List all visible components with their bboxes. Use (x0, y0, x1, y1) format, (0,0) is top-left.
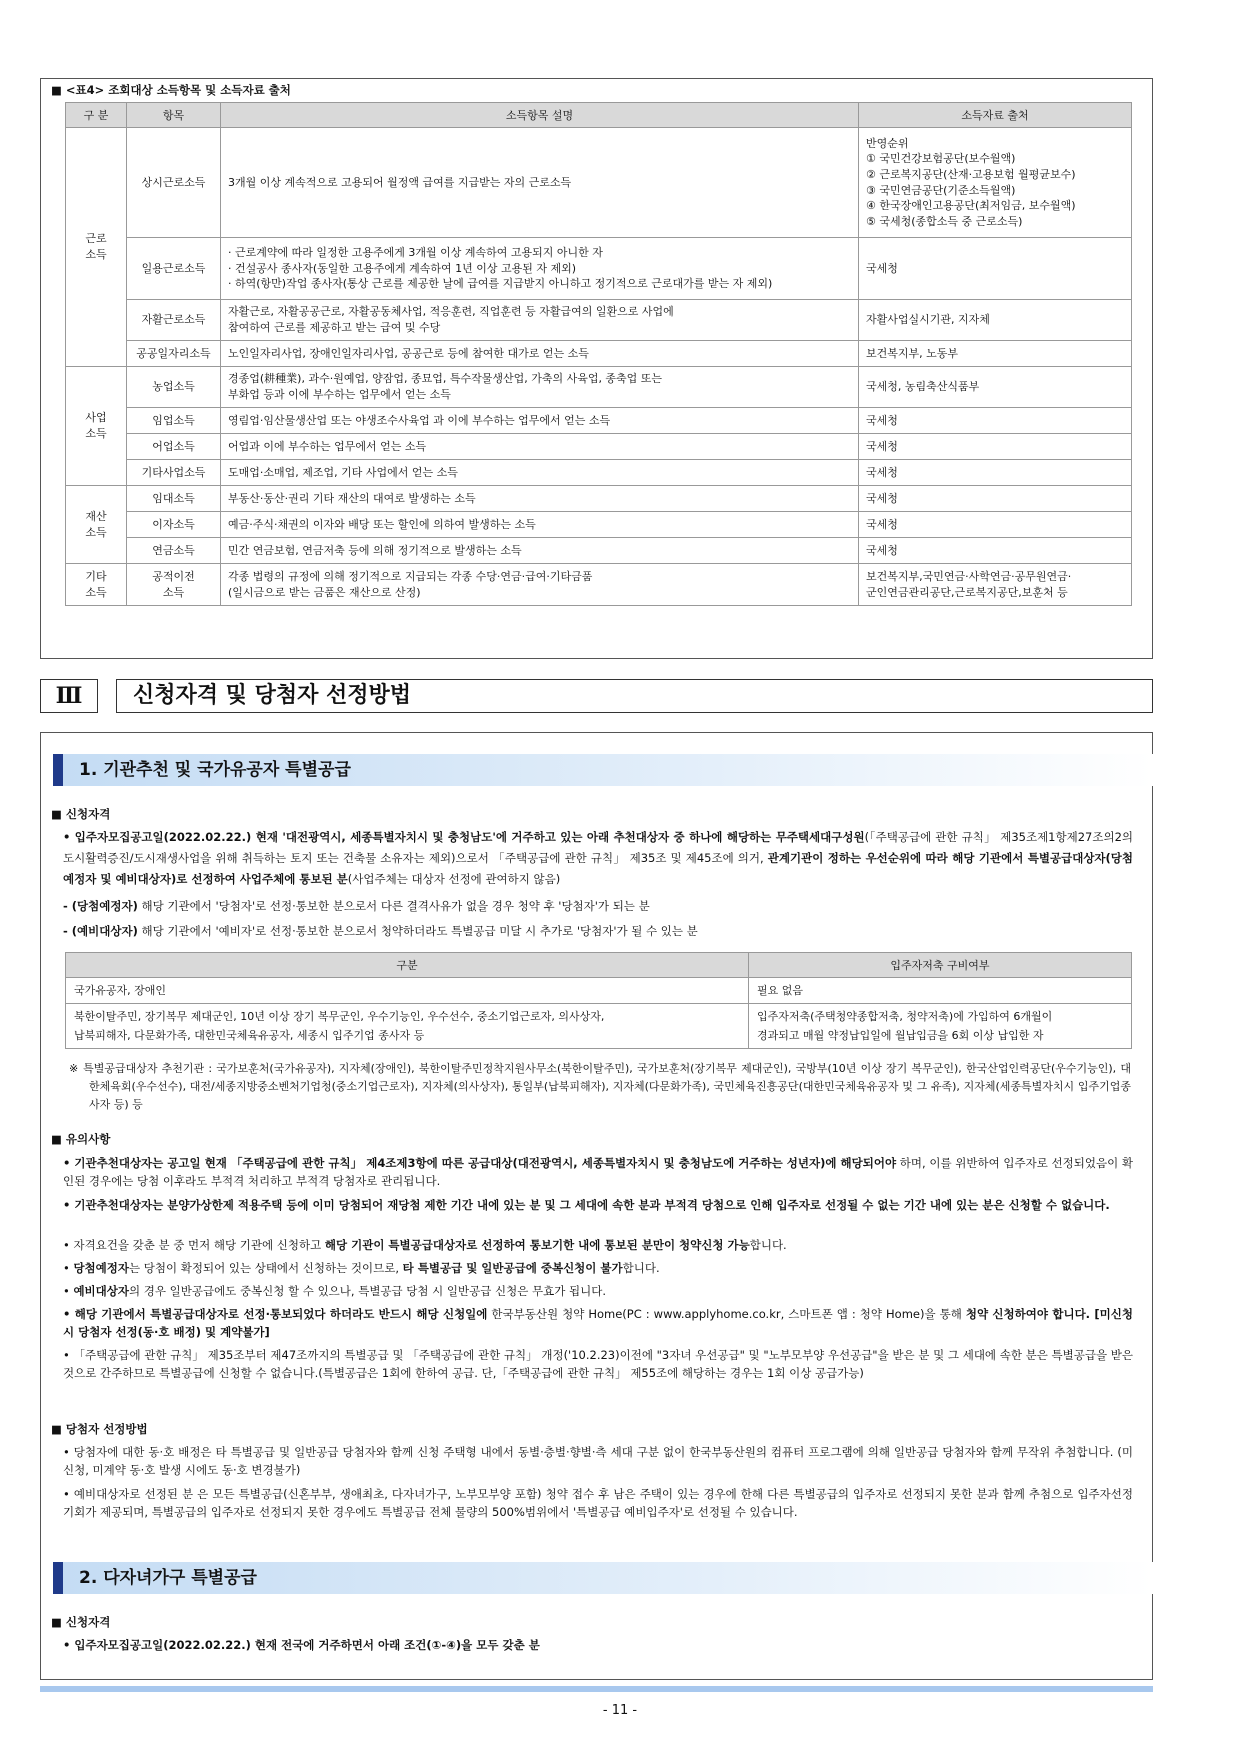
item-cell: 이자소득 (127, 512, 221, 538)
winner-selection-heading: ■ 당첨자 선정방법 (51, 1422, 148, 1436)
table-row (66, 538, 1132, 564)
subsection-1-title: 1. 기관추천 및 국가유공자 특별공급 (79, 760, 351, 780)
qual-main-c: 관계기관이 정하는 우선순위에 따라 해당 기관에서 특별공급대상자(당첨예정자 및 예비대상자)로 선정하여 사업주체에 통보된 분 (63, 851, 1134, 886)
qual-main-a: • 입주자모집공고일(2022.02.22.) 현재 '대전광역시, 세종특별자치시 및 충청남도'에 거주하고 있는 아래 추천대상자 중 하나에 해당하는 무주택세대구성원 (63, 830, 865, 844)
header-item: 항목 (127, 103, 221, 128)
description-cell: 각종 법령의 규정에 의해 정기적으로 지급되는 각종 수당·연금·급여·기타금품 (일시금으로 받는 금품은 재산으로 산정) (221, 564, 859, 606)
caution-text: 하며, 이를 위반하여 입주자로 선정되었음이 확인된 경우에는 당첨 이후라도 부적격 처리하고 부적격 당첨자로 관리됩니다. (63, 1156, 1133, 1188)
source-cell: 보건복지부,국민연금·사학연금·공무원연금· 군인연금관리공단,근로복지공단,보훈처 등 (859, 564, 1132, 606)
winner-selection-item: • 예비대상자로 선정된 분 은 모든 특별공급(신혼부부, 생애최초, 다자녀가구, 노부모부양 포함) 청약 접수 후 남은 주택이 있는 경우에 한해 다른 특별공급의 입주자로 선정되지 못한 분과 함께 추첨으로 입주자선정 기회가 제공되며, 특별공급의 입주자로 선정되지 못한 경우에도 특별공급 전체 물량의 500%범위에서 '특별공급 예비입주자'로 선정될 수 있습니다. (63, 1487, 1133, 1519)
table-row (66, 978, 1132, 1004)
description-cell: 어업과 이에 부수하는 업무에서 얻는 소득 (221, 434, 859, 460)
qualification-paragraph (63, 827, 1133, 890)
source-cell: 국세청 (859, 434, 1132, 460)
table-row (66, 300, 1132, 341)
caution-text: 합니다. (622, 1261, 660, 1275)
qualification-heading: ■ 신청자격 (51, 807, 111, 821)
caution-item (63, 1305, 1133, 1341)
caution-bold: • 해당 기관에서 특별공급대상자로 선정·통보되었다 하더라도 반드시 해당 신청일에 (63, 1307, 488, 1321)
table-row (66, 512, 1132, 538)
source-cell: 국세청, 농림축산식품부 (859, 367, 1132, 408)
qualification-item-2: • 입주자모집공고일(2022.02.22.) 현재 전국에 거주하면서 아래 조건(①-④)을 모두 갖춘 분 (63, 1638, 540, 1652)
description-cell: 민간 연금보험, 연금저축 등에 의해 정기적으로 발생하는 소득 (221, 538, 859, 564)
table-row (66, 564, 1132, 606)
header-description: 소득항목 설명 (221, 103, 859, 128)
savings-requirement-table (65, 952, 1132, 1049)
income-items-table (65, 102, 1132, 606)
table4-caption: ■ <표4> 조회대상 소득항목 및 소득자료 출처 (51, 83, 291, 97)
table-row (66, 367, 1132, 408)
footer-bar (40, 1686, 1153, 1692)
description-cell: 예금·주식·채권의 이자와 배당 또는 할인에 의하여 발생하는 소득 (221, 512, 859, 538)
savings-cell: 필요 없음 (749, 978, 1132, 1004)
page-number: - 11 - (602, 1703, 638, 1718)
caution-bold: 예비대상자 (73, 1284, 129, 1298)
source-cell: 국세청 (859, 486, 1132, 512)
caution-text: • 「주택공급에 관한 규칙」 제35조부터 제47조까지의 특별공급 및 「주택공급에 관한 규칙」 개정('10.2.23)이전에 "3자녀 우선공급" 및 "노부모부양 우선공급"을 받은 분 및 그 세대에 속한 분은 특별공급을 받은 것으로 간주하므로 특별공급에 신청할 수 없습니다.(특별공급은 1회에 한하여 공급. 단,「주택공급에 관한 규칙」 제55조에 해당하는 경우는 1회 이상 공급가능) (63, 1348, 1133, 1380)
description-cell: 3개월 이상 계속적으로 고용되어 월정액 급여를 지급받는 자의 근로소득 (221, 128, 859, 238)
subsection-2-title: 2. 다자녀가구 특별공급 (79, 1568, 257, 1588)
item-cell: 임업소득 (127, 408, 221, 434)
source-cell: 반영순위 ① 국민건강보험공단(보수월액) ② 근로복지공단(산재·고용보험 월평균보수) ③ 국민연금공단(기준소득월액) ④ 한국장애인고용공단(최저임금, 보수월액) ⑤ 국세청(종합소득 중 근로소득) (859, 128, 1132, 238)
description-cell: · 근로계약에 따라 일정한 고용주에게 3개월 이상 계속하여 고용되지 아니한 자 · 건설공사 종사자(동일한 고용주에게 계속하여 1년 이상 고용된 자 제외) · 하역(항만)작업 종사자(통상 근로를 제공한 날에 급여를 지급받지 아니하고 정기적으로 근로대가를 받는 자 제외) (221, 238, 859, 300)
caution-text: • 자격요건을 갖춘 분 중 먼저 해당 기관에 신청하고 (63, 1238, 325, 1252)
dash1-label: - (당첨예정자) (63, 899, 138, 913)
source-cell: 국세청 (859, 538, 1132, 564)
savings-cell: 입주자저축(주택청약종합저축, 청약저축)에 가입하여 6개월이 경과되고 매월 약정납입일에 월납입금을 6회 이상 납입한 자 (749, 1004, 1132, 1049)
source-cell: 국세청 (859, 512, 1132, 538)
table-row (66, 1004, 1132, 1049)
qual-main-d: (사업주체는 대상자 선정에 관여하지 않음) (347, 872, 561, 886)
category-cell: 기타 소득 (66, 564, 127, 606)
dash-item-winner (63, 896, 1133, 917)
caution-text: • (63, 1261, 74, 1275)
income-table-box (40, 78, 1153, 659)
dash-item-reserve (63, 921, 1133, 942)
dash2-text: 해당 기관에서 '예비자'로 선정·통보한 분으로서 청약하더라도 특별공급 미달 시 추가로 '당첨자'가 될 수 있는 분 (137, 924, 698, 938)
recommendation-agencies-note: ※ 특별공급대상자 추천기관 : 국가보훈처(국가유공자), 지자체(장애인), 북한이탈주민정착지원사무소(북한이탈주민), 국가보훈처(장기복무 제대군인), 국방부(10년 이상 장기 복무군인), 한국산업인력공단(우수기능인), 대한체육회(우수선수), 대전/세종지방중소벤처기업청(중소기업근로자), 지자체(의사상자), 통일부(납북피해자), 지자체(다문화가족), 국민체육진흥공단(대한민국체육유공자 및 그 유족), 지자체(세종특별자치시 입주기업종사자 등) 등 (69, 1062, 1131, 1111)
item-cell: 기타사업소득 (127, 460, 221, 486)
section-number: Ⅲ (40, 679, 98, 713)
caution-item (63, 1259, 1133, 1277)
qual-main-b: (「주택공급에 관한 규칙」 제35조제1항제27조의2의 도시활력증진/도시재생사업을 위해 취득하는 토지 또는 건축물 소유자는 제외)으로서 「주택공급에 관한 규칙」 제35조 및 제45조에 의거, (63, 830, 1133, 865)
caution-text: 한국부동산원 청약 Home(PC : www.applyhome.co.kr, 스마트폰 앱 : 청약 Home)을 통해 (487, 1307, 962, 1321)
caution-text: • (63, 1284, 74, 1298)
item-cell: 연금소득 (127, 538, 221, 564)
table-row (66, 486, 1132, 512)
source-cell: 국세청 (859, 460, 1132, 486)
description-cell: 영림업·임산물생산업 또는 야생조수사육업 과 이에 부수하는 업무에서 얻는 소득 (221, 408, 859, 434)
subsection-1-banner (53, 754, 1153, 786)
header-category: 구 분 (66, 103, 127, 128)
description-cell: 경종업(耕種業), 과수·원예업, 양잠업, 종묘업, 특수작물생산업, 가축의 사육업, 종축업 또는 부화업 등과 이에 부수하는 업무에서 얻는 소득 (221, 367, 859, 408)
item-cell: 공공일자리소득 (127, 341, 221, 367)
caution-text: 는 당첨이 확정되어 있는 상태에서 신청하는 것이므로, (129, 1261, 403, 1275)
caution-item (63, 1346, 1133, 1382)
caution-bold: • 기관추천대상자는 공고일 현재 「주택공급에 관한 규칙」 제4조제3항에 따른 공급대상(대전광역시, 세종특별자치시 및 충청남도에 거주하는 성년자)에 해당되어야 (63, 1156, 897, 1170)
category-cell: 근로 소득 (66, 128, 127, 367)
item-cell: 농업소득 (127, 367, 221, 408)
caution-heading: ■ 유의사항 (51, 1132, 111, 1146)
description-cell: 부동산·동산·권리 기타 재산의 대여로 발생하는 소득 (221, 486, 859, 512)
category-cell: 사업 소득 (66, 367, 127, 486)
source-cell: 국세청 (859, 238, 1132, 300)
table-row (66, 434, 1132, 460)
table4-header-row (66, 103, 1132, 128)
item-cell: 공적이전 소득 (127, 564, 221, 606)
item-cell: 일용근로소득 (127, 238, 221, 300)
caution-item (63, 1154, 1133, 1190)
caution-item (63, 1196, 1133, 1214)
caution-text: 의 경우 일반공급에도 중복신청 할 수 있으나, 특별공급 당첨 시 일반공급 신청은 무효가 됩니다. (129, 1284, 606, 1298)
subsection-2-banner (53, 1562, 1153, 1594)
table-row (66, 408, 1132, 434)
description-cell: 도매업·소매업, 제조업, 기타 사업에서 얻는 소득 (221, 460, 859, 486)
table-row (66, 238, 1132, 300)
caution-text: 합니다. (749, 1238, 787, 1252)
source-cell: 자활사업실시기관, 지자체 (859, 300, 1132, 341)
dash1-text: 해당 기관에서 '당첨자'로 선정·통보한 분으로서 다른 결격사유가 없을 경우 청약 후 '당첨자'가 되는 분 (137, 899, 650, 913)
caution-bold: 해당 기관이 특별공급대상자로 선정하여 통보기한 내에 통보된 분만이 청약신청 가능 (324, 1238, 750, 1252)
savings-header-row (66, 953, 1132, 978)
section-title: 신청자격 및 당첨자 선정방법 (116, 679, 1153, 713)
header-savings: 입주자저축 구비여부 (749, 953, 1132, 978)
item-cell: 상시근로소득 (127, 128, 221, 238)
winner-selection-item: • 당첨자에 대한 동·호 배정은 타 특별공급 및 일반공급 당첨자와 함께 신청 주택형 내에서 동별·층별·향별·측 세대 구분 없이 한국부동산원의 컴퓨터 프로그램에 의해 일반공급 당첨자와 함께 무작위 추첨합니다. (미신청, 미계약 동·호 발생 시에도 동·호 변경불가) (63, 1445, 1133, 1477)
source-cell: 보건복지부, 노동부 (859, 341, 1132, 367)
type-cell: 국가유공자, 장애인 (66, 978, 749, 1004)
header-source: 소득자료 출처 (859, 103, 1132, 128)
caution-bold: 청약 신청하여야 합니다. [미신청 시 당첨자 선정(동·호 배정) 및 계약불가] (63, 1307, 1133, 1339)
section-content-box (40, 732, 1153, 1680)
caution-bold: • 기관추천대상자는 분양가상한제 적용주택 등에 이미 당첨되어 재당첨 제한 기간 내에 있는 분 및 그 세대에 속한 분과 부적격 당첨으로 인해 입주자로 선정될 수 없는 기간 내에 있는 분은 신청할 수 없습니다. (63, 1198, 1110, 1212)
caution-bold: 당첨예정자 (73, 1261, 129, 1275)
qualification-heading-2: ■ 신청자격 (51, 1615, 111, 1629)
type-cell: 북한이탈주민, 장기복무 제대군인, 10년 이상 장기 복무군인, 우수기능인, 우수선수, 중소기업근로자, 의사상자, 납북피해자, 다문화가족, 대한민국체육유공자, 세종시 입주기업 종사자 등 (66, 1004, 749, 1049)
source-cell: 국세청 (859, 408, 1132, 434)
table-row (66, 341, 1132, 367)
item-cell: 자활근로소득 (127, 300, 221, 341)
table-row (66, 460, 1132, 486)
caution-bold: 타 특별공급 및 일반공급에 중복신청이 불가 (402, 1261, 623, 1275)
caution-item (63, 1282, 1133, 1300)
dash2-label: - (예비대상자) (63, 924, 138, 938)
item-cell: 어업소득 (127, 434, 221, 460)
description-cell: 자활근로, 자활공공근로, 자활공동체사업, 적응훈련, 직업훈련 등 자활급여의 일환으로 사업에 참여하여 근로를 제공하고 받는 급여 및 수당 (221, 300, 859, 341)
caution-item (63, 1236, 1133, 1254)
table-row (66, 128, 1132, 238)
category-cell: 재산 소득 (66, 486, 127, 564)
description-cell: 노인일자리사업, 장애인일자리사업, 공공근로 등에 참여한 대가로 얻는 소득 (221, 341, 859, 367)
header-type: 구분 (66, 953, 749, 978)
item-cell: 임대소득 (127, 486, 221, 512)
